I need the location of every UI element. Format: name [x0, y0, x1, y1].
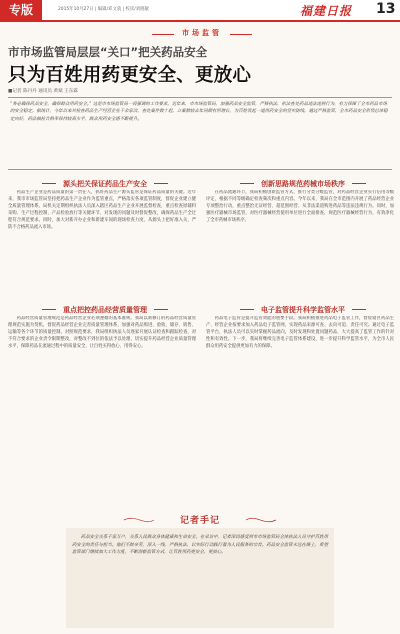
date-line: 2015年10月27日 | 编辑/邓文骁 | 校读/刘晓敏 — [58, 7, 149, 12]
section-body-4: 药品电子监管是提升监管效能的重要手段。我局积极推进药品电子监管工作，督促辖区药品生产、经营企业按要求加入药品电子监管网，实现药品来源可查、去向可追、责任可究。通过电子监管平台，执法人员可以实时掌握药品流向，及时发现和处置问题药品，大大提高了监管工作的针对性和有效性。下一步，我局将继续完善电子监管体系建设，进一步提升科学监管水平，为全市人民群众用药安全提供更加有力的保障。 — [206, 316, 394, 349]
section-heading-2: 创新思路规范药械市场秩序 — [258, 179, 348, 189]
reporter-note-title: 记者手记 — [179, 516, 220, 526]
section-heading-3: 重点把控药品经营质量管理 — [60, 305, 150, 315]
section-body-1: 药品生产企业是药品质量的第一责任人，抓好药品生产源头监管是保证药品质量的关键。近年来，我市市场监管局坚持把药品生产企业作为监管重点，严格落实各项监管制度，督促企业建立健全质量管理体系。局机关定期组织执法人员深入辖区药品生产企业开展监督检查，重点检查原辅料采购、生产过程控制、产品检验放行等关键环节，对发现的问题及时督促整改，确保药品生产全过程符合规范要求。同时，加大对新开办企业和新建车间的现场检查力度，从源头上把好准入关，严防不合格药品流入市场。 — [8, 190, 196, 230]
section-body-3: 药品经营质量管理规范是药品经营企业必须遵循的基本准则。我局以新修订的药品经营质量管理规范实施为契机，督促药品经营企业完善质量管理体系，加强对药品购进、验收、储存、销售、运输等各个环节的质量控制。对照规范要求，我局组织执法人员逐家开展认证检查和跟踪检查，对不符合要求的企业责令限期整改，对整改不到位的依法予以处理，切实提升药品经营企业质量管理水平，保障药品在流通过程中的质量安全，让百姓买得放心、用得安心。 — [8, 316, 196, 349]
section-heading-1: 源头把关保证药品生产安全 — [60, 179, 150, 189]
reporter-note-body: 药品安全关系千家万户，关系人民群众身体健康和生命安全。在采访中，记者深切感受到市市场监管局全体执法人员守护百姓用药安全的责任与担当。他们不辞辛劳，深入一线，严格执法，以实际行动践行着为人民服务的宗旨。药品安全监管永远在路上，希望监管部门继续加大工作力度，不断创新监管方式，让百姓用药更安全、更放心。 — [72, 535, 328, 556]
page-number: 13 — [376, 1, 396, 17]
column-tag: 市场监管 — [152, 28, 252, 40]
section-heading-4: 电子监管提升科学监管水平 — [258, 305, 348, 315]
article-subtitle: 市市场监管局层层“关口”把关药品安全 — [8, 45, 208, 59]
section-body-2: 在药品流通环节，我局积极创新监管方式，推行分类分级监管，对药品经营企业实行信用等级评定，根据不同等级确定检查频次和重点内容。今年以来，我局在全市范围内开展了药品经营企业专项整治行动，重点整治无证经营、超范围经营、从非法渠道购进药品等违法违规行为。同时，加强医疗器械市场监管，对医疗器械经营使用单位进行全面排查，规范医疗器械经营行为，有效净化了全市药械市场秩序。 — [206, 190, 394, 223]
article-byline: ■记者 陈丹丹 通讯员 黄斌 王东霖 — [8, 89, 78, 94]
newspaper-name: 福建日报 — [300, 4, 353, 18]
article-title: 只为百姓用药更安全、更放心 — [8, 65, 252, 86]
article-lead: “务必确保药品安全，确保群众用药安全。” 这是市市场监管局一再强调的工作要求。近年来，市市场监管局，加强药品安全监管，严格执法，依法查处药品违法违规行为，有力保障了全市药品市场的安全稳定。据统计，今年以来共检查药品生产经营企业千余家次，查处案件数十起，立案数较去年同期有所增长，为百姓筑起一道用药安全的坚实防线。通过严格监管，全市药品安全形势总体稳定向好，药品抽检合格率保持较高水平，群众用药安全感不断提升。 — [8, 97, 392, 170]
section-tab: 专版 — [0, 0, 42, 20]
page-header — [0, 0, 400, 22]
